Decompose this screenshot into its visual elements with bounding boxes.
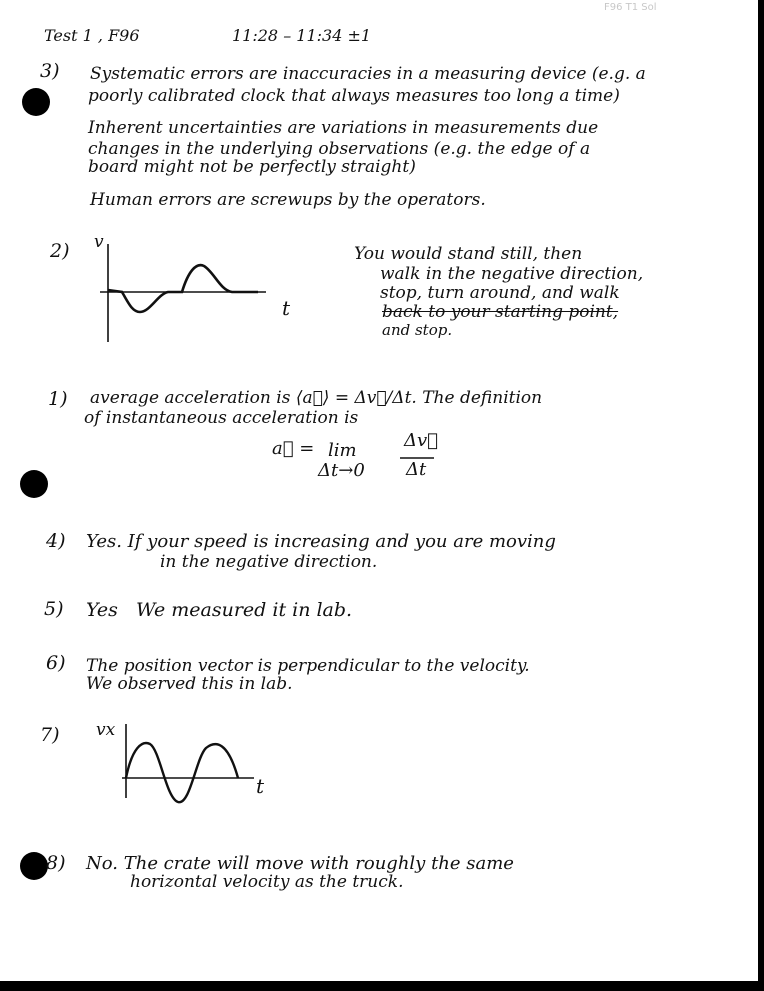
scan-edge-bottom: [0, 981, 764, 991]
question-8-number: 8): [46, 852, 66, 874]
question-1-number: 1): [48, 388, 68, 410]
q3-line-1: Systematic errors are inaccuracies in a measuring device (e.g. a: [90, 64, 646, 84]
q3-line-6: Human errors are screwups by the operators.: [90, 190, 486, 210]
q4-line-1: Yes. If your speed is increasing and you are moving: [86, 531, 556, 552]
q1-formula-numerator: Δv⃗: [404, 430, 438, 451]
q4-line-2: in the negative direction.: [160, 552, 378, 572]
punch-hole-bottom: [20, 852, 48, 880]
q6-line-2: We observed this in lab.: [86, 674, 293, 694]
punch-hole-middle: [20, 470, 48, 498]
question-6-number: 6): [46, 652, 66, 674]
q1-formula-denominator: Δt: [406, 459, 427, 480]
q2-velocity-graph: [92, 232, 292, 352]
q5-line-1: Yes We measured it in lab.: [86, 599, 353, 621]
question-5-number: 5): [44, 598, 64, 620]
q3-line-2: poorly calibrated clock that always measures too long a time): [88, 86, 620, 106]
q2-axis-t-label: t: [282, 296, 291, 320]
q2-line-4: back to your starting point,: [382, 302, 619, 322]
q2-axis-v-label: v: [94, 232, 104, 252]
q3-line-3: Inherent uncertainties are variations in measurements due: [88, 118, 599, 138]
q2-line-1: You would stand still, then: [354, 244, 583, 264]
q7-velocity-curve: [126, 743, 238, 802]
q2-line-5: and stop.: [382, 321, 453, 339]
q1-line-2: of instantaneous acceleration is: [84, 408, 359, 428]
q6-line-1: The position vector is perpendicular to the velocity.: [86, 656, 530, 676]
q1-formula-lim: lim: [328, 440, 357, 461]
q1-formula-lim-subscript: Δt→0: [318, 460, 365, 481]
q7-axis-vx-label: vx: [96, 720, 116, 740]
q2-velocity-curve: [108, 265, 258, 312]
q1-formula-lhs: a⃗ =: [272, 438, 315, 459]
punch-hole-top: [22, 88, 50, 116]
q2-line-3: stop, turn around, and walk: [380, 283, 620, 303]
question-4-number: 4): [46, 530, 66, 552]
q3-line-4: changes in the underlying observations (e.g. the edge of a: [88, 139, 591, 159]
question-7-number: 7): [40, 724, 60, 746]
q8-line-2: horizontal velocity as the truck.: [130, 872, 404, 892]
time-label: 11:28 – 11:34 ±1: [232, 26, 372, 45]
test-label: Test 1 , F96: [44, 26, 140, 45]
q2-line-2: walk in the negative direction,: [380, 264, 644, 284]
q3-line-5: board might not be perfectly straight): [88, 157, 416, 177]
corner-stamp: F96 T1 Sol: [604, 2, 657, 13]
q1-line-1: average acceleration is ⟨a⃗⟩ = Δv⃗/Δt. The definition: [90, 388, 543, 408]
q8-line-1: No. The crate will move with roughly the same: [86, 853, 514, 874]
question-3-number: 3): [40, 60, 60, 82]
scan-edge-right: [758, 0, 764, 991]
q7-axis-t-label: t: [256, 774, 265, 798]
question-2-number: 2): [50, 240, 70, 262]
